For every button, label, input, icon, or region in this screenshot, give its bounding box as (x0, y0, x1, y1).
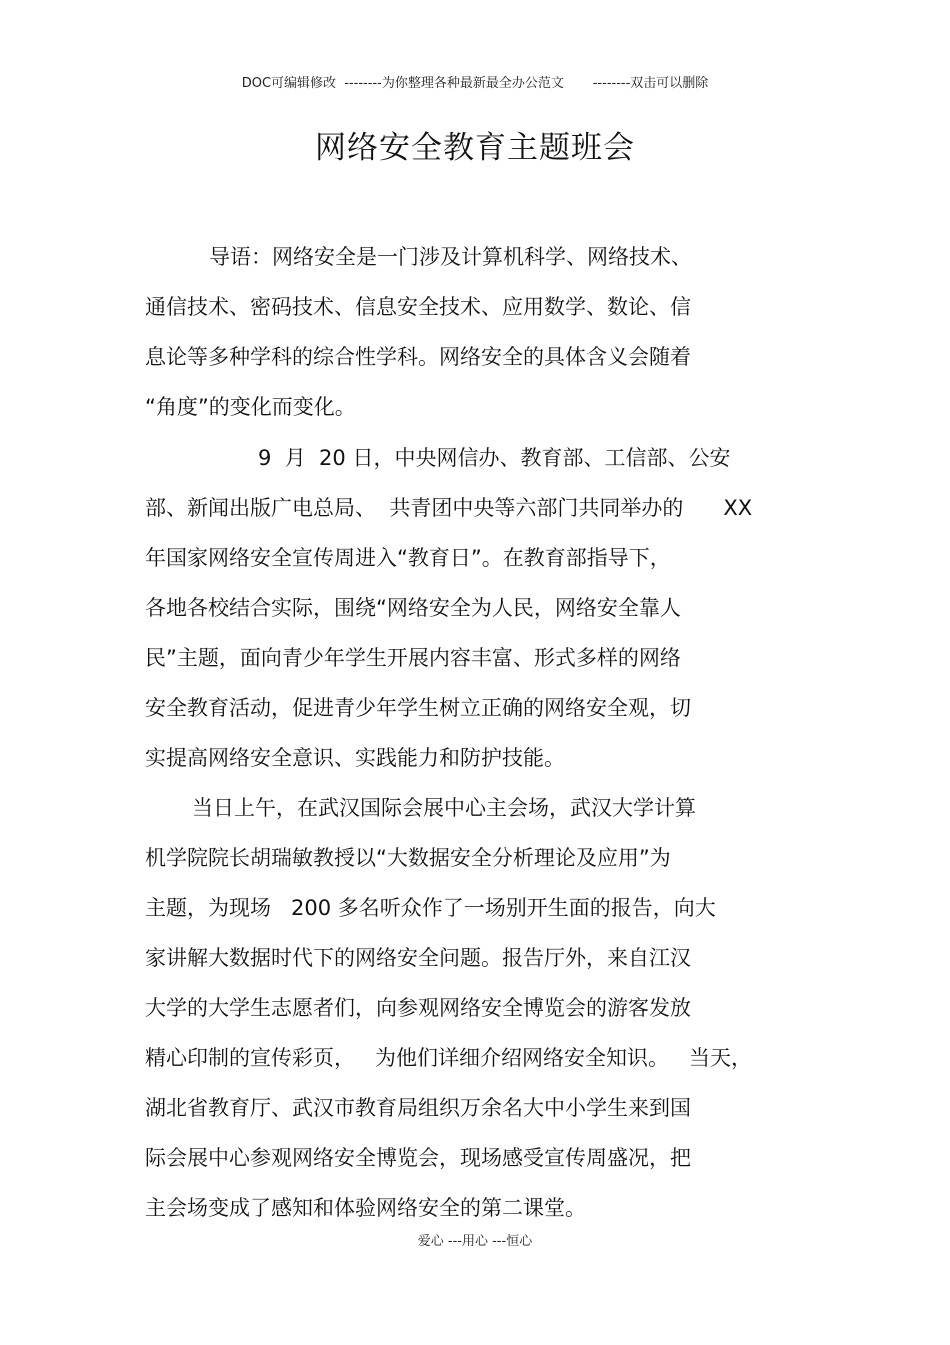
text-line: 当日上午，在武汉国际会展中心主会场，武汉大学计算 (192, 796, 696, 820)
text-line: 主会场变成了感知和体验网络安全的第二课堂。 (145, 1196, 586, 1220)
text-line: 湖北省教育厅、武汉市教育局组织万余名大中小学生来到国 (145, 1096, 691, 1120)
text-line: 际会展中心参观网络安全博览会，现场感受宣传周盛况，把 (145, 1146, 691, 1170)
text-line: 9 月 20 日，中央网信办、教育部、工信部、公安 (258, 446, 731, 470)
text-line: 各地各校结合实际，围绕“网络安全为人民，网络安全靠人 (145, 596, 681, 620)
page-footer: 爱心 ---用心 ---恒心 (417, 1234, 533, 1249)
text-line: 安全教育活动，促进青少年学生树立正确的网络安全观，切 (145, 696, 691, 720)
text-line: 导语：网络安全是一门涉及计算机科学、网络技术、 (209, 245, 692, 269)
text-line: 家讲解大数据时代下的网络安全问题。报告厅外，来自江汉 (145, 946, 691, 970)
text-line: 年国家网络安全宣传周进入“教育日”。在教育部指导下， (145, 546, 671, 570)
page-header: DOC可编辑修改 --------为你整理各种最新最全办公范文 --------双击可以删除 (241, 76, 709, 91)
document-title: 网络安全教育主题班会 (315, 130, 635, 166)
text-line: 精心印制的宣传彩页， 为他们详细介绍网络安全知识。 当天， (145, 1046, 753, 1070)
text-line: 大学的大学生志愿者们，向参观网络安全博览会的游客发放 (145, 996, 691, 1020)
text-line: 息论等多种学科的综合性学科。网络安全的具体含义会随着 (145, 345, 691, 369)
text-line: 部、新闻出版广电总局、 共青团中央等六部门共同举办的 XX (145, 496, 753, 520)
text-line: 实提高网络安全意识、实践能力和防护技能。 (145, 746, 565, 770)
text-line: 通信技术、密码技术、信息安全技术、应用数学、数论、信 (145, 295, 691, 319)
text-line: 主题，为现场 200 多名听众作了一场别开生面的报告，向大 (145, 896, 716, 920)
text-line: 民”主题，面向青少年学生开展内容丰富、形式多样的网络 (145, 646, 681, 670)
text-line: 机学院院长胡瑞敏教授以“大数据安全分析理论及应用”为 (145, 846, 671, 870)
text-line: “角度”的变化而变化。 (145, 395, 356, 419)
